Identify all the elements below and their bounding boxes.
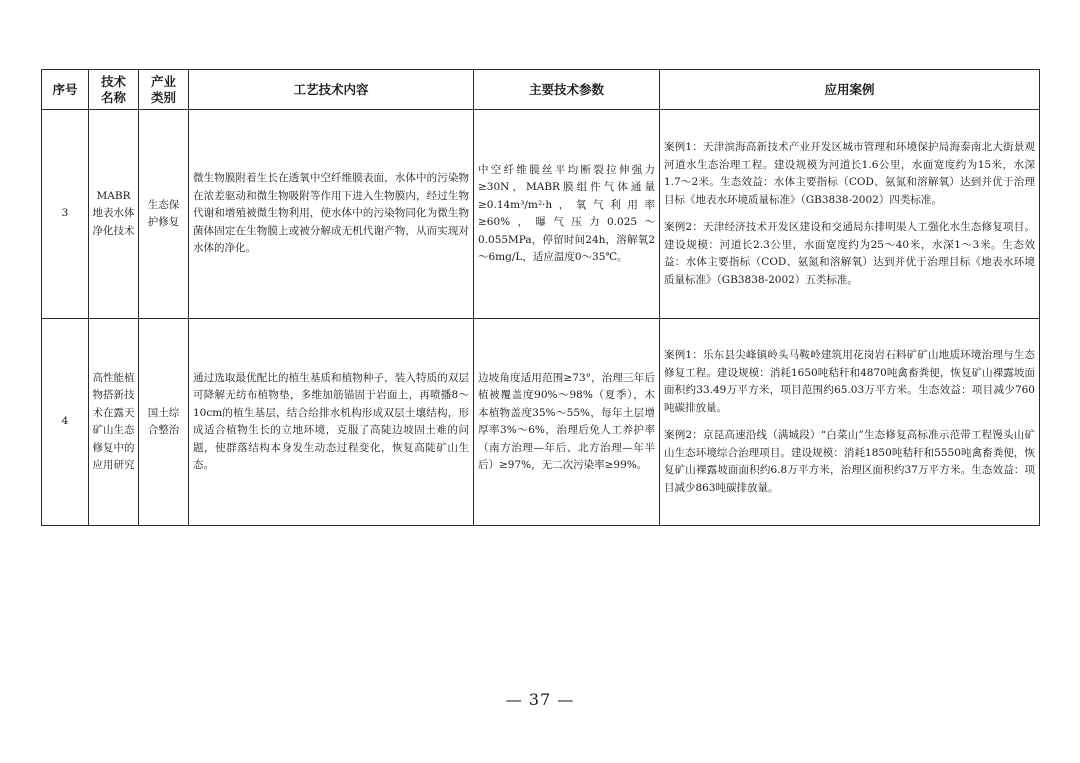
case-1: 案例1：乐东县尖峰镇岭头马鞍岭建筑用花岗岩石料矿矿山地质环境治理与生态修复工程。建设规模：消耗1650吨秸秆和4870吨禽畜粪便，恢复矿山裸露坡面面积约33.49万平方米，项目范围约65.03万平方米。生态效益：项目减少760吨碳排放量。 xyxy=(664,349,1035,414)
row-params: 中空纤维膜丝平均断裂拉伸强力≥30N，MABR膜组件气体通量≥0.14m³/m²·h，氧气利用率≥60%，曝气压力0.025～0.055MPa，停留时间24h，溶解氧2～6mg/L，适应温度0～35℃。 xyxy=(474,110,660,319)
row-content: 通过选取最优配比的植生基质和植物种子，装入特质的双层可降解无纺布植物垫，多维加筋锚固于岩面上，再喷播8～10cm的植生基层，结合给排水机构形成双层土壤结构，形成适合植物生长的立地环境，克服了高陡边坡固土难的问题，使群落结构本身发生动态过程变化，恢复高陡矿山生态。 xyxy=(189,319,474,526)
header-seq: 序号 xyxy=(42,70,89,110)
row-content: 微生物膜附着生长在透氧中空纤维膜表面，水体中的污染物在浓差驱动和微生物吸附等作用下进入生物膜内，经过生物代谢和增殖被微生物利用，使水体中的污染物同化为微生物菌体固定在生物膜上或被分解成无机代谢产物，从而实现对水体的净化。 xyxy=(189,110,474,319)
header-tech-name: 技术 名称 xyxy=(89,70,139,110)
row-tech-name: MABR 地表水体 净化技术 xyxy=(89,110,139,319)
row-cases xyxy=(660,319,1040,526)
case-2: 案例2：天津经济技术开发区建设和交通局东排明渠人工强化水生态修复项目。建设规模：河道长2.3公里，水面宽度约为25～40米，水深1～3米。生态效益：水体主要指标（COD、氨氮和溶解氧）达到并优于治理目标《地表水环境质量标准》（GB3838-2002）五类标准。 xyxy=(664,221,1035,286)
page-number: — 37 — xyxy=(505,690,575,709)
table-row xyxy=(42,319,1040,526)
header-cases: 应用案例 xyxy=(660,70,1040,110)
table-header-row xyxy=(42,70,1040,110)
row-seq: 3 xyxy=(42,110,89,319)
case-2: 案例2：京昆高速沿线（满城段）“白菜山”生态修复高标准示范带工程馒头山矿山生态环境综合治理项目。建设规模：消耗1850吨秸秆和5550吨禽畜粪便，恢复矿山裸露坡面面积约6.8万平方米，治理区面积约37万平方米。生态效益：项目减少863吨碳排放量。 xyxy=(664,429,1035,494)
row-params: 边坡角度适用范围≥73°，治理三年后植被覆盖度90%～98%（夏季），木本植物盖度35%～55%，每年土层增厚率3%～6%，治理后免人工养护率（南方治理—年后、北方治理—年半后）≥97%，无二次污染率≥99%。 xyxy=(474,319,660,526)
row-tech-name: 高性能植 物搭新技 术在露天 矿山生态 修复中的 应用研究 xyxy=(89,319,139,526)
header-industry: 产业 类别 xyxy=(139,70,189,110)
row-cases xyxy=(660,110,1040,319)
row-industry: 生态保 护修复 xyxy=(139,110,189,319)
case-1: 案例1：天津滨海高新技术产业开发区城市管理和环境保护局海泰南北大街景观河道水生态治理工程。建设规模为河道长1.6公里，水面宽度约为15米，水深1.7～2米。生态效益：水体主要指标（COD、氨氮和溶解氧）达到并优于治理目标《地表水环境质量标准》（GB3838-2002）四类标准。 xyxy=(664,141,1035,206)
row-industry: 国土综 合整治 xyxy=(139,319,189,526)
table-row xyxy=(42,110,1040,319)
header-params: 主要技术参数 xyxy=(474,70,660,110)
row-seq: 4 xyxy=(42,319,89,526)
header-content: 工艺技术内容 xyxy=(189,70,474,110)
technology-table xyxy=(41,69,1040,526)
